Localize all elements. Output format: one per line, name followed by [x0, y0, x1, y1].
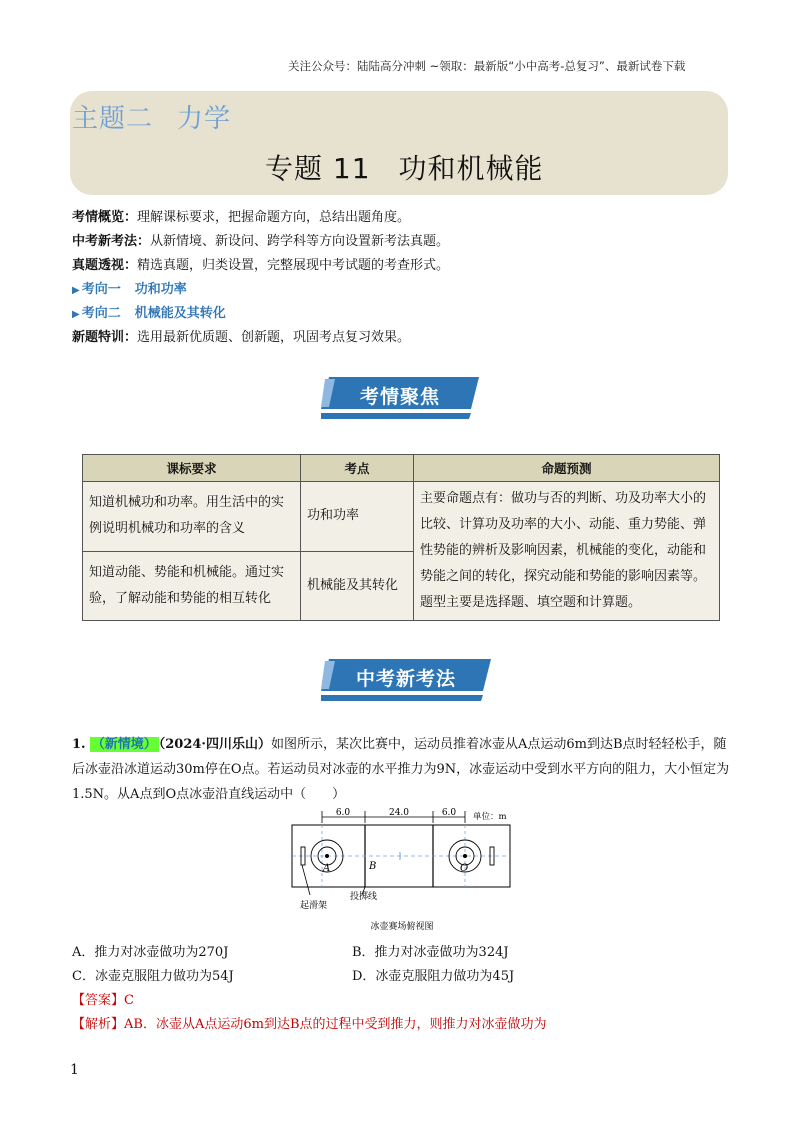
new-scenario-tag: （新情境）: [91, 737, 157, 752]
dimension-label: 24.0: [388, 808, 410, 818]
table-header: 命题预测: [414, 455, 720, 482]
overview-line: 新题特训：选用最新优质题、创新题，巩固考点复习效果。: [72, 330, 411, 345]
triangle-right-icon: ▶: [72, 285, 80, 296]
section-badge-new-methods: [321, 655, 479, 703]
overview-line: 考情概览：理解课标要求，把握命题方向，总结出题角度。: [72, 210, 411, 225]
point-label-b: B: [369, 861, 377, 872]
overview-line: 真题透视：精选真题，归类设置，完整展现中考试题的考查形式。: [72, 258, 450, 273]
section-title-focus: 考情聚焦: [359, 386, 440, 408]
theme-name: 力学: [177, 104, 232, 134]
figure-caption: 冰壶赛场俯视图: [370, 922, 434, 932]
direction-link-1[interactable]: ▶ 考向一 功和功率: [72, 282, 187, 297]
dimension-label: 6.0: [441, 808, 457, 818]
callout-label: 起滑架: [300, 901, 328, 911]
unit-label: 单位：m: [473, 812, 507, 822]
point-label-o: O: [460, 863, 469, 874]
question-1: 1. （新情境） （2024·四川乐山）如图所示，某次比赛中，运动员推着冰壶从A点运动6m到达B点时轻轻松手，随后冰壶沿冰道运动30m停在O点。若运动员对冰壶的水平推力为9N，冰壶运动中受到水平方向的阻力，大小恒定为1.5N。从A点到O点冰壶沿直线运动中（ ）: [72, 737, 730, 802]
header-note: 关注公众号：陆陆高分冲刺 ~领取：最新版“小中高考-总复习”、最新试卷下载: [288, 59, 686, 73]
table-cell: 机械能及其转化: [301, 551, 414, 621]
topic-number: 专题 11: [265, 152, 371, 185]
direction-link-2[interactable]: ▶ 考向二 机械能及其转化: [72, 306, 226, 321]
topic-title: [265, 147, 544, 187]
table-header: 考点: [301, 455, 414, 482]
question-stem: 如图所示，某次比赛中，运动员推着冰壶从A点运动6m到达B点时轻轻松手，随后冰壶沿冰道运动30m停在O点。若运动员对冰壶的水平推力为9N，冰壶运动中受到水平方向的阻力，大小恒定为1.5N。从A点到O点冰壶沿直线运动中（ ）: [72, 737, 730, 802]
forecast-cell: 主要命题点有：做功与否的判断、功及功率大小的比较、计算功及功率的大小、动能、重力势能、弹性势能的辨析及影响因素，机械能的变化，动能和势能之间的转化，探究动能和势能的影响因素等。 题型主要是选择题、填空题和计算题。: [414, 482, 720, 621]
section-badge-focus: [321, 373, 479, 421]
overview-line: 中考新考法：从新情境、新设问、跨学科等方向设置新考法真题。: [72, 234, 450, 249]
table-cell: 知道动能、势能和机械能。通过实验，了解动能和势能的相互转化: [83, 551, 301, 621]
theme-title: [72, 98, 255, 135]
table-row: [83, 482, 720, 552]
section-title-new-methods: 中考新考法: [355, 668, 456, 690]
answer-line: 【答案】C: [72, 993, 134, 1008]
standards-table: [82, 454, 720, 621]
option-d: D．冰壶克服阻力做功为45J: [352, 969, 515, 984]
option-b: B．推力对冰壶做功为324J: [352, 945, 509, 960]
dimension-label: 6.0: [335, 808, 351, 818]
analysis-line: 【解析】AB．冰壶从A点运动6m到达B点的过程中受到推力，则推力对冰壶做功为: [72, 1017, 547, 1032]
point-label-a: A: [323, 863, 331, 874]
option-c: C．冰壶克服阻力做功为54J: [72, 969, 234, 984]
callout-label: 投掷线: [350, 892, 378, 902]
table-cell: 知道机械功和功率。用生活中的实例说明机械功和功率的含义: [83, 482, 301, 552]
topic-name: 功和机械能: [398, 152, 544, 185]
page-number: 1: [70, 1062, 79, 1078]
table-header: 课标要求: [83, 455, 301, 482]
triangle-right-icon: ▶: [72, 309, 80, 320]
question-source: （2024·四川乐山）: [158, 737, 271, 752]
table-cell: 功和功率: [301, 482, 414, 552]
curling-rink-figure: [290, 805, 515, 935]
theme-label: 主题二: [72, 104, 154, 134]
option-a: A．推力对冰壶做功为270J: [72, 945, 229, 960]
